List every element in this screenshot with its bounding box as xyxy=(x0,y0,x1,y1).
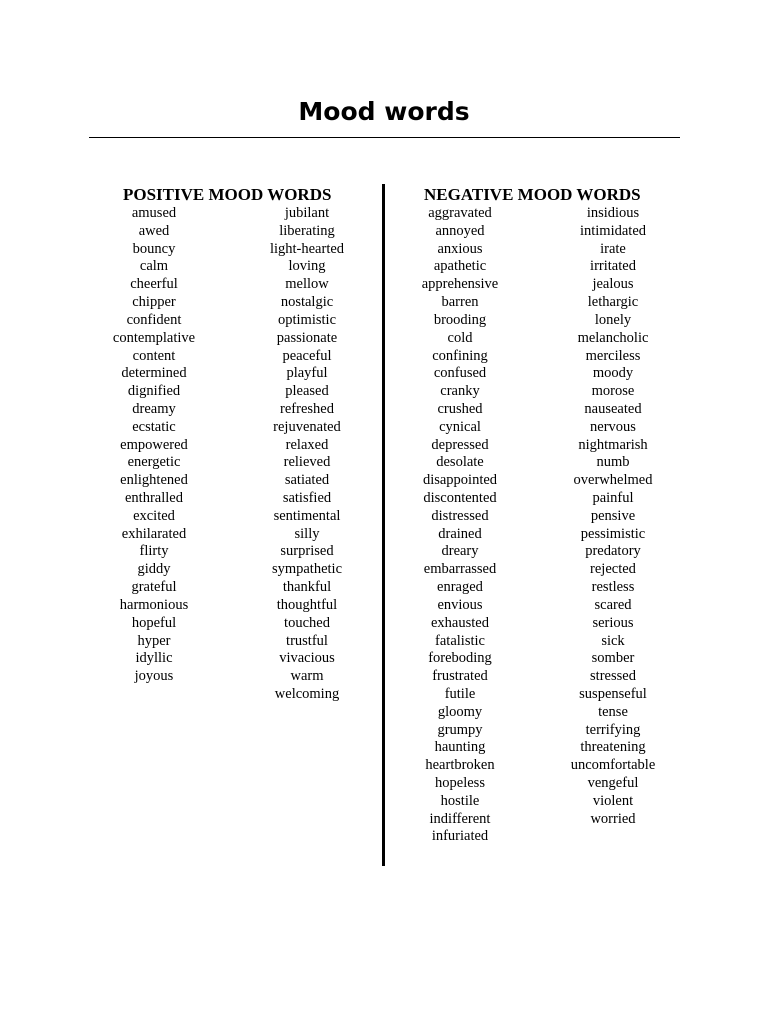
mood-word: rejuvenated xyxy=(273,418,341,435)
mood-word: liberating xyxy=(279,222,335,239)
negative-heading: NEGATIVE MOOD WORDS xyxy=(424,185,641,204)
mood-word: vivacious xyxy=(279,650,335,667)
mood-word: enlightened xyxy=(120,472,188,489)
mood-word: silly xyxy=(294,525,320,542)
mood-word: dreamy xyxy=(132,400,176,417)
mood-word: serious xyxy=(592,614,634,631)
mood-word: intimidated xyxy=(579,222,647,239)
mood-word: infuriated xyxy=(431,828,489,845)
mood-word: barren xyxy=(441,294,479,311)
mood-word: relaxed xyxy=(285,436,329,453)
mood-word: bouncy xyxy=(132,240,176,257)
negative-words-column-1 xyxy=(385,205,535,846)
mood-word: hopeful xyxy=(131,614,177,631)
mood-word: sympathetic xyxy=(271,561,343,578)
mood-word: jealous xyxy=(592,276,634,293)
mood-word: determined xyxy=(121,365,187,382)
mood-word: nervous xyxy=(590,418,636,435)
mood-word: playful xyxy=(286,365,328,382)
mood-word: touched xyxy=(284,614,330,631)
mood-word: surprised xyxy=(280,543,334,560)
mood-word: nightmarish xyxy=(578,436,648,453)
mood-word: predatory xyxy=(585,543,641,560)
mood-word: futile xyxy=(444,685,476,702)
mood-word: enthralled xyxy=(125,490,183,506)
mood-word: distressed xyxy=(431,507,489,524)
mood-word: flirty xyxy=(139,543,169,560)
page-title: Mood words xyxy=(298,97,470,126)
mood-word: cold xyxy=(447,329,473,346)
positive-words-column-2 xyxy=(232,205,382,704)
mood-word: melancholic xyxy=(577,329,649,346)
mood-word: desolate xyxy=(436,454,484,471)
mood-word: disappointed xyxy=(422,472,498,489)
mood-word: satisfied xyxy=(282,490,332,506)
mood-word: loving xyxy=(288,258,326,275)
mood-word: optimistic xyxy=(278,311,336,328)
mood-word: idyllic xyxy=(135,650,173,667)
mood-word: confining xyxy=(432,347,488,364)
mood-word: haunting xyxy=(434,739,486,756)
mood-word: grumpy xyxy=(437,721,483,738)
mood-word: irate xyxy=(600,240,626,257)
mood-word: brooding xyxy=(433,311,487,328)
mood-word: welcoming xyxy=(274,685,340,702)
mood-word: sick xyxy=(601,632,625,649)
mood-word: confused xyxy=(433,365,487,382)
mood-word: mellow xyxy=(285,276,329,293)
mood-word: content xyxy=(132,347,176,364)
mood-word: suspenseful xyxy=(579,685,647,702)
positive-words-column-1 xyxy=(79,205,229,686)
mood-word: foreboding xyxy=(428,650,492,667)
mood-word: hopeless xyxy=(435,775,485,791)
mood-word: worried xyxy=(590,810,636,827)
mood-word: pleased xyxy=(285,383,329,400)
mood-word: awed xyxy=(138,222,170,239)
mood-word: dreary xyxy=(441,543,479,560)
mood-word: empowered xyxy=(120,436,188,453)
mood-word: calm xyxy=(139,258,169,275)
mood-word: energetic xyxy=(127,454,181,471)
mood-word: aggravated xyxy=(428,205,492,221)
mood-word: drained xyxy=(438,525,482,542)
mood-word: somber xyxy=(591,650,635,667)
mood-word: depressed xyxy=(431,436,489,453)
mood-word: indifferent xyxy=(429,810,491,827)
mood-word: lethargic xyxy=(587,294,639,311)
mood-word: insidious xyxy=(586,205,640,221)
mood-word: restless xyxy=(591,579,635,596)
mood-word: cynical xyxy=(439,418,481,435)
mood-word: refreshed xyxy=(280,400,334,417)
mood-word: rejected xyxy=(590,561,636,578)
mood-word: warm xyxy=(290,668,324,685)
mood-word: overwhelmed xyxy=(573,472,653,489)
mood-word: uncomfortable xyxy=(570,757,656,774)
mood-word: irritated xyxy=(590,258,636,275)
mood-word: hyper xyxy=(137,632,171,649)
mood-word: gloomy xyxy=(437,703,483,720)
mood-word: nauseated xyxy=(584,400,642,417)
mood-word: peaceful xyxy=(282,347,332,364)
mood-word: joyous xyxy=(134,668,174,685)
mood-word: grateful xyxy=(131,579,177,596)
mood-word: exhilarated xyxy=(121,525,187,542)
mood-word: fatalistic xyxy=(435,632,485,649)
mood-word: discontented xyxy=(423,490,497,506)
mood-word: contemplative xyxy=(112,329,196,346)
mood-word: nostalgic xyxy=(280,294,334,311)
mood-word: moody xyxy=(592,365,634,382)
mood-word: thoughtful xyxy=(276,596,338,613)
mood-word: enraged xyxy=(437,579,483,596)
mood-word: frustrated xyxy=(432,668,488,685)
mood-word: threatening xyxy=(580,739,646,756)
mood-word: jubilant xyxy=(284,205,330,221)
mood-word: chipper xyxy=(132,294,176,311)
mood-word: thankful xyxy=(282,579,332,596)
mood-word: heartbroken xyxy=(425,757,495,774)
mood-word: trustful xyxy=(286,632,328,649)
mood-word: exhausted xyxy=(431,614,489,631)
mood-word: vengeful xyxy=(587,775,639,791)
mood-word: relieved xyxy=(283,454,331,471)
mood-word: numb xyxy=(596,454,630,471)
mood-word: scared xyxy=(594,596,632,613)
mood-word: harmonious xyxy=(119,596,189,613)
mood-word: merciless xyxy=(585,347,641,364)
mood-word: amused xyxy=(131,205,177,221)
mood-word: sentimental xyxy=(273,507,341,524)
mood-word: ecstatic xyxy=(132,418,176,435)
mood-word: lonely xyxy=(594,311,632,328)
mood-word: embarrassed xyxy=(423,561,497,578)
negative-words-column-2 xyxy=(538,205,688,828)
mood-word: cranky xyxy=(440,383,480,400)
mood-word: pensive xyxy=(590,507,636,524)
mood-word: tense xyxy=(598,703,628,720)
mood-word: terrifying xyxy=(585,721,641,738)
mood-word: apathetic xyxy=(433,258,487,275)
mood-word: annoyed xyxy=(435,222,485,239)
mood-word: light-hearted xyxy=(269,240,345,257)
mood-word: satiated xyxy=(284,472,330,489)
title-underline xyxy=(89,137,680,138)
mood-word: giddy xyxy=(137,561,171,578)
mood-word: hostile xyxy=(440,792,480,809)
mood-word: cheerful xyxy=(130,276,178,293)
positive-heading: POSITIVE MOOD WORDS xyxy=(123,185,332,204)
mood-word: pessimistic xyxy=(580,525,646,542)
mood-word: dignified xyxy=(127,383,181,400)
mood-word: crushed xyxy=(437,400,483,417)
mood-word: stressed xyxy=(590,668,636,685)
mood-word: apprehensive xyxy=(421,276,499,293)
mood-word: excited xyxy=(133,507,175,524)
mood-word: painful xyxy=(592,490,634,506)
mood-word: passionate xyxy=(276,329,338,346)
mood-word: anxious xyxy=(437,240,483,257)
mood-word: violent xyxy=(592,792,634,809)
mood-word: envious xyxy=(437,596,483,613)
mood-word: morose xyxy=(591,383,635,400)
mood-word: confident xyxy=(126,311,182,328)
